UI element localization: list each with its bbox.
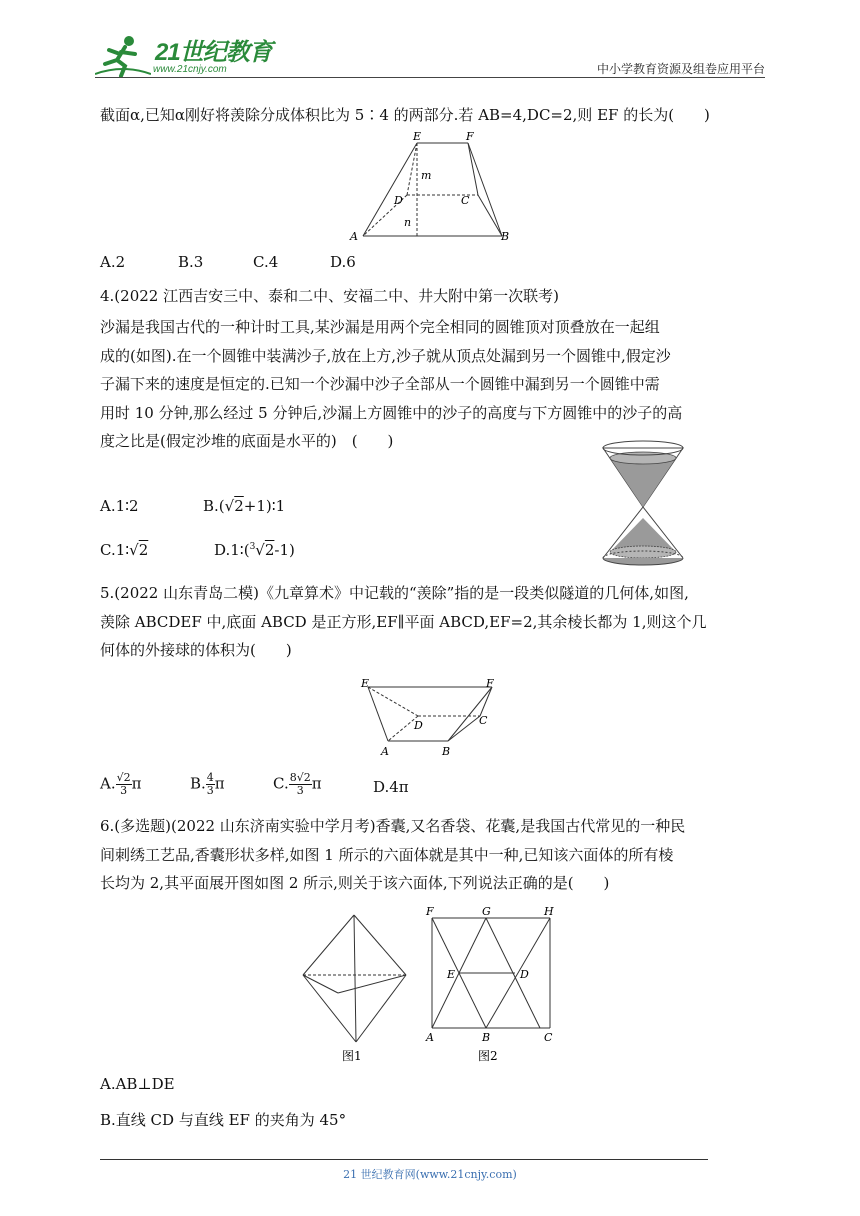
q3-option-c: C.4 (253, 253, 279, 271)
q4-line-5: 度之比是(假定沙堆的底面是水平的) ( ) (100, 432, 394, 451)
q5-body (100, 579, 765, 665)
fig2-label-a: A (426, 1031, 434, 1044)
footer-divider (100, 1159, 708, 1160)
q6-net-figure (420, 905, 560, 1065)
fig2-label-h: H (544, 905, 554, 918)
q3-label-b: B (501, 230, 510, 243)
fig2-label-c: C (544, 1031, 553, 1044)
q4-option-b: B.(√2+1)∶1 (203, 497, 286, 515)
q4-option-c: C.1∶√2 (100, 541, 149, 559)
q4-option-a: A.1∶2 (100, 497, 139, 515)
q3-label-d: D (394, 194, 403, 207)
q6-line-3: 长均为 2,其平面展开图如图 2 所示,则关于该六面体,下列说法正确的是( ) (100, 874, 610, 893)
fig2-label-g: G (482, 905, 491, 918)
q3-label-a: A (350, 230, 358, 243)
q4-line-4: 用时 10 分钟,那么经过 5 分钟后,沙漏上方圆锥中的沙子的高度与下方圆锥中的沙子的高 (100, 403, 683, 422)
fig2-caption: 图2 (478, 1049, 498, 1063)
q5-line-2: 羡除 ABCDEF 中,底面 ABCD 是正方形,EF∥平面 ABCD,EF=2,其余棱长都为 1,则这个几 (100, 612, 707, 631)
q5-option-a: A. $\frac{√2}{3}$ π (100, 771, 142, 797)
q4-option-d: D.1∶($^3$√2-1) (214, 541, 295, 559)
header-divider (95, 77, 765, 78)
q3-label-c: C (461, 194, 470, 207)
q3-label-f: F (466, 130, 474, 143)
q6-option-a: A.AB⊥DE (100, 1075, 175, 1093)
q5-line-3: 何体的外接球的体积为( ) (100, 641, 292, 660)
q3-option-d: D.6 (330, 253, 356, 271)
q5-label-f: F (486, 677, 494, 690)
q3-line: 截面α,已知α刚好将羡除分成体积比为 5∶4 的两部分.若 AB=4,DC=2,则 EF 的长为( ) (100, 106, 710, 124)
q5-label-a: A (381, 745, 389, 758)
q3-label-m: m (421, 169, 432, 182)
q3-label-e: E (413, 130, 422, 143)
q3-option-b: B.3 (178, 253, 204, 271)
header-platform-text: 中小学教育资源及组卷应用平台 (596, 62, 765, 76)
fig2-label-e: E (447, 968, 456, 981)
q6-line-1: 6.(多选题)(2022 山东济南实验中学月考)香囊,又名香袋、花囊,是我国古代常见的一种民 (100, 817, 686, 835)
fig2-label-d: D (520, 968, 529, 981)
q3-frustum-figure (345, 130, 515, 245)
page-header (95, 30, 765, 80)
fig2-label-f: F (426, 905, 434, 918)
logo-text: 21世纪教育 (155, 39, 272, 66)
q5-option-c: C. $\frac{8√2}{3}$ π (273, 771, 322, 797)
q6-line-2: 间刺绣工艺品,香囊形状多样,如图 1 所示的六面体就是其中一种,已知该六面体的所有棱 (100, 845, 674, 864)
q4-line-3: 子漏下来的速度是恒定的.已知一个沙漏中沙子全部从一个圆锥中漏到另一个圆锥中需 (100, 375, 660, 394)
q5-chuchu-figure (358, 675, 498, 760)
q5-line-1: 5.(2022 山东青岛二模)《九章算术》中记载的“羡除”指的是一段类似隧道的几何体,如图, (100, 584, 689, 602)
q5-option-d: D.4π (373, 778, 409, 796)
logo-runner-icon (95, 34, 151, 78)
q6-body (100, 812, 765, 898)
q5-option-b: B. $\frac{4}{3}$ π (190, 771, 225, 797)
q6-option-b: B.直线 CD 与直线 EF 的夹角为 45° (100, 1111, 347, 1129)
fig2-label-b: B (482, 1031, 491, 1044)
q5-label-b: B (442, 745, 451, 758)
q5-label-d: D (414, 719, 423, 732)
q4-source: 4.(2022 江西吉安三中、泰和二中、安福二中、井大附中第一次联考) (100, 287, 559, 305)
hourglass-figure (598, 440, 688, 570)
logo-url: www.21cnjy.com (153, 64, 227, 75)
footer-text: 21 世纪教育网(www.21cnjy.com) (343, 1168, 517, 1181)
q5-label-e: E (361, 677, 370, 690)
q4-line-2: 成的(如图).在一个圆锥中装满沙子,放在上方,沙子就从顶点处漏到另一个圆锥中,假定沙 (100, 346, 671, 365)
q6-hexahedron-figure (298, 905, 413, 1065)
q3-label-n: n (404, 216, 412, 229)
q5-label-c: C (479, 714, 488, 727)
q3-option-a: A.2 (100, 253, 126, 271)
q4-body (100, 313, 765, 456)
q4-line-1: 沙漏是我国古代的一种计时工具,某沙漏是用两个完全相同的圆锥顶对顶叠放在一起组 (100, 318, 660, 336)
fig1-caption: 图1 (342, 1049, 362, 1063)
